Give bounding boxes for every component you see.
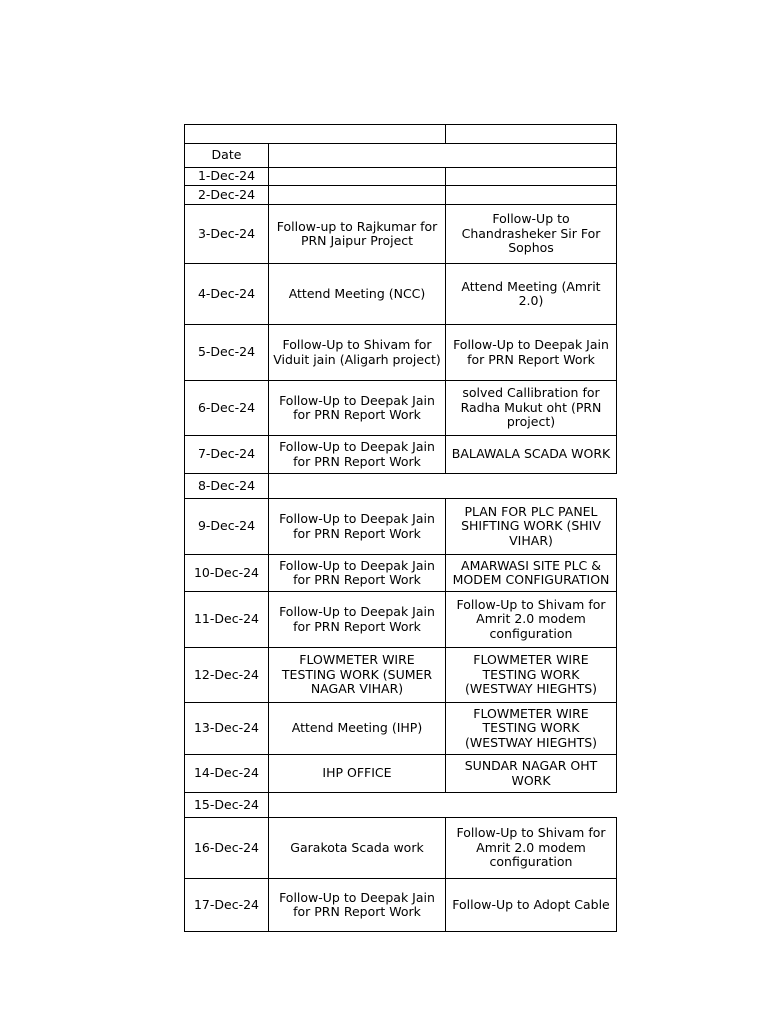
table-row bbox=[184, 325, 617, 381]
row-date: 10-Dec-24 bbox=[184, 554, 269, 592]
table-row bbox=[184, 436, 617, 474]
row-task-2: solved Callibration for Radha Mukut oht (PRN project) bbox=[445, 380, 617, 436]
row-date: 9-Dec-24 bbox=[184, 498, 269, 555]
table-title-row bbox=[184, 124, 617, 144]
row-task-1: Follow-Up to Deepak Jain for PRN Report Work bbox=[268, 878, 446, 932]
row-date: 4-Dec-24 bbox=[184, 263, 269, 325]
row-task-1: Follow-Up to Deepak Jain for PRN Report Work bbox=[268, 380, 446, 436]
table-row bbox=[184, 879, 617, 932]
row-task-2: Follow-Up to Deepak Jain for PRN Report Work bbox=[445, 324, 617, 381]
row-task-2: PLAN FOR PLC PANEL SHIFTING WORK (SHIV VIHAR) bbox=[445, 498, 617, 555]
row-task-2: Attend Meeting (Amrit 2.0) bbox=[445, 263, 617, 325]
row-task-2: Follow-Up to Shivam for Amrit 2.0 modem configuration bbox=[445, 817, 617, 879]
title-cell-left bbox=[184, 124, 446, 144]
row-task-1: Follow-Up to Deepak Jain for PRN Report Work bbox=[268, 554, 446, 592]
table-row bbox=[184, 381, 617, 436]
row-date: 13-Dec-24 bbox=[184, 702, 269, 755]
row-task-2: BALAWALA SCADA WORK bbox=[445, 435, 617, 474]
row-task-2: Follow-Up to Chandrasheker Sir For Sophos bbox=[445, 204, 617, 264]
row-task-1: FLOWMETER WIRE TESTING WORK (SUMER NAGAR VIHAR) bbox=[268, 647, 446, 703]
row-date: 3-Dec-24 bbox=[184, 204, 269, 264]
table-row bbox=[184, 474, 617, 499]
row-task-1: Attend Meeting (NCC) bbox=[268, 263, 446, 325]
table-row bbox=[184, 793, 617, 818]
table-row bbox=[184, 648, 617, 703]
row-date: 5-Dec-24 bbox=[184, 324, 269, 381]
table-row bbox=[184, 703, 617, 755]
row-date: 1-Dec-24 bbox=[184, 167, 269, 186]
row-date: 6-Dec-24 bbox=[184, 380, 269, 436]
row-task-1 bbox=[268, 185, 446, 205]
row-task-2 bbox=[445, 167, 617, 186]
row-date: 7-Dec-24 bbox=[184, 435, 269, 474]
work-log-table bbox=[184, 124, 617, 932]
row-task-2: FLOWMETER WIRE TESTING WORK (WESTWAY HIEGHTS) bbox=[445, 702, 617, 755]
table-row bbox=[184, 592, 617, 648]
table-row bbox=[184, 555, 617, 592]
row-task-1 bbox=[268, 167, 446, 186]
row-task-2 bbox=[445, 185, 617, 205]
table-row bbox=[184, 499, 617, 555]
row-task-2: Follow-Up to Shivam for Amrit 2.0 modem configuration bbox=[445, 591, 617, 648]
row-task-1: Follow-Up to Deepak Jain for PRN Report Work bbox=[268, 591, 446, 648]
row-date: 17-Dec-24 bbox=[184, 878, 269, 932]
row-date: 8-Dec-24 bbox=[184, 473, 269, 499]
row-task-1: Follow-up to Rajkumar for PRN Jaipur Project bbox=[268, 204, 446, 264]
row-date: 14-Dec-24 bbox=[184, 754, 269, 793]
row-date: 12-Dec-24 bbox=[184, 647, 269, 703]
row-task-1: Follow-Up to Shivam for Viduit jain (Aligarh project) bbox=[268, 324, 446, 381]
row-date: 16-Dec-24 bbox=[184, 817, 269, 879]
row-task-2: AMARWASI SITE PLC & MODEM CONFIGURATION bbox=[445, 554, 617, 592]
table-row bbox=[184, 205, 617, 264]
header-date: Date bbox=[184, 143, 269, 168]
row-task-1: Attend Meeting (IHP) bbox=[268, 702, 446, 755]
table-row bbox=[184, 186, 617, 205]
table-header-row bbox=[184, 144, 617, 168]
header-blank bbox=[268, 143, 617, 168]
row-date: 11-Dec-24 bbox=[184, 591, 269, 648]
row-task-1: Follow-Up to Deepak Jain for PRN Report Work bbox=[268, 498, 446, 555]
title-cell-right bbox=[445, 124, 617, 144]
row-date: 15-Dec-24 bbox=[184, 792, 269, 818]
row-date: 2-Dec-24 bbox=[184, 185, 269, 205]
row-task-2: Follow-Up to Adopt Cable bbox=[445, 878, 617, 932]
table-row bbox=[184, 264, 617, 325]
row-task-1: Follow-Up to Deepak Jain for PRN Report Work bbox=[268, 435, 446, 474]
row-task-1: IHP OFFICE bbox=[268, 754, 446, 793]
row-task-1: Garakota Scada work bbox=[268, 817, 446, 879]
table-row bbox=[184, 168, 617, 186]
table-row bbox=[184, 755, 617, 793]
row-task-2: SUNDAR NAGAR OHT WORK bbox=[445, 754, 617, 793]
table-row bbox=[184, 818, 617, 879]
row-task-2: FLOWMETER WIRE TESTING WORK (WESTWAY HIEGHTS) bbox=[445, 647, 617, 703]
